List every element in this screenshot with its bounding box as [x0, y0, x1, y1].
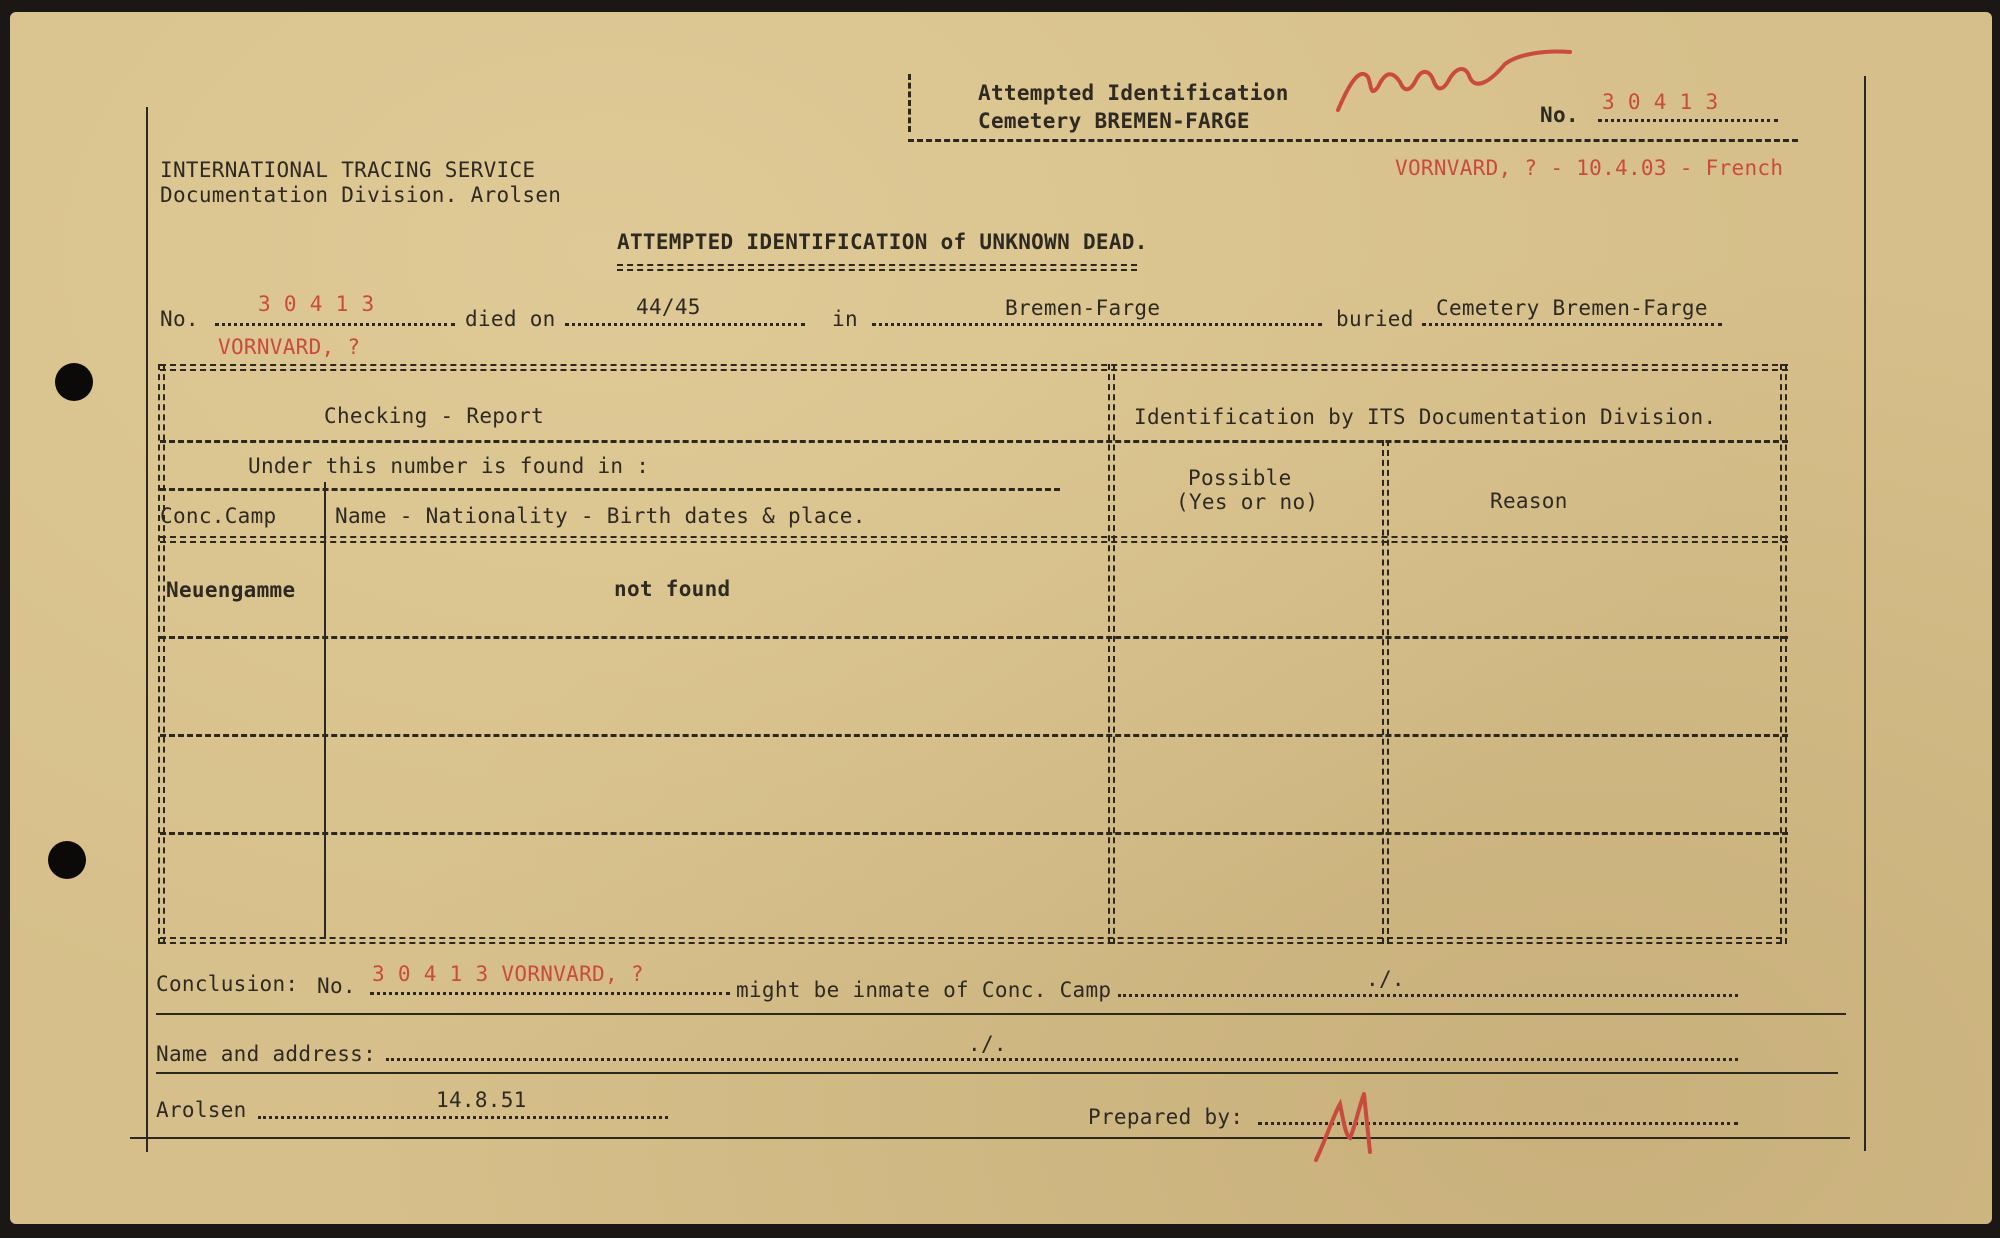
- buried-value: Cemetery Bremen-Farge: [1436, 296, 1708, 320]
- table-left-border: [158, 364, 165, 944]
- conclusion-underline: [156, 1013, 1846, 1015]
- buried-dots: [1422, 323, 1722, 326]
- name-address-underline: [156, 1072, 1838, 1074]
- table-row-separator-3: [160, 832, 1788, 835]
- conclusion-no-value: 3 0 4 1 3 VORNVARD, ?: [372, 962, 644, 986]
- ident-box-left-line: [908, 74, 911, 132]
- table-divider-camp: [324, 482, 326, 939]
- conclusion-camp-dots: [1118, 994, 1738, 997]
- frame-right-line: [1864, 76, 1866, 1151]
- table-divider-main: [1108, 364, 1115, 944]
- record-no-value: 3 0 4 1 3: [258, 292, 375, 316]
- frame-bottom-line: [130, 1137, 1850, 1139]
- died-label: died on: [465, 307, 556, 331]
- document-title: ATTEMPTED IDENTIFICATION of UNKNOWN DEAD.: [617, 230, 1148, 254]
- died-dots: [565, 323, 805, 326]
- punch-hole-top: [55, 363, 93, 401]
- attempted-identification-label: Attempted Identification: [978, 81, 1289, 105]
- identification-header: Identification by ITS Documentation Division.: [1134, 405, 1717, 429]
- table-columns-separator: [160, 536, 1788, 543]
- column-reason-header: Reason: [1490, 489, 1568, 513]
- header-no-value: 3 0 4 1 3: [1602, 90, 1719, 114]
- its-name: INTERNATIONAL TRACING SERVICE: [160, 158, 536, 182]
- table-divider-possible: [1382, 440, 1389, 944]
- table-row-separator-2: [160, 734, 1788, 737]
- conclusion-camp-value: ./.: [1366, 967, 1405, 991]
- table-header-separator: [160, 440, 1788, 443]
- its-division: Documentation Division. Arolsen: [160, 183, 562, 207]
- column-camp-header: Conc.Camp: [160, 504, 277, 528]
- table-row-separator-1: [160, 636, 1788, 639]
- title-underline: [617, 264, 1137, 271]
- conclusion-label: Conclusion:: [156, 972, 299, 996]
- found-in-label: Under this number is found in :: [248, 454, 650, 478]
- date-value: 14.8.51: [436, 1088, 527, 1112]
- table-row-camp: Neuengamme: [166, 578, 296, 602]
- name-address-label: Name and address:: [156, 1042, 377, 1066]
- record-no-label: No.: [160, 307, 199, 331]
- table-found-in-separator: [160, 488, 1060, 491]
- table-row-name: not found: [614, 577, 731, 601]
- name-address-value: ./.: [968, 1032, 1007, 1056]
- header-no-dots: [1598, 119, 1778, 122]
- in-value: Bremen-Farge: [1005, 296, 1161, 320]
- died-value: 44/45: [636, 295, 701, 319]
- frame-left-line: [146, 107, 148, 1152]
- cemetery-label: Cemetery BREMEN-FARGE: [978, 109, 1250, 133]
- in-label: in: [832, 307, 858, 331]
- in-dots: [872, 323, 1322, 326]
- table-bottom-border: [160, 937, 1782, 944]
- checking-report-header: Checking - Report: [324, 404, 545, 428]
- punch-hole-bottom: [48, 841, 86, 879]
- conclusion-inmate-text: might be inmate of Conc. Camp: [736, 978, 1112, 1002]
- handwritten-signature: [1310, 1074, 1400, 1164]
- buried-label: buried: [1336, 307, 1414, 331]
- header-no-label: No.: [1540, 103, 1579, 127]
- column-possible-header-2: (Yes or no): [1176, 490, 1319, 514]
- table-right-border: [1780, 364, 1787, 944]
- side-note: VORNVARD, ? - 10.4.03 - French: [1395, 156, 1784, 180]
- table-top-border: [160, 364, 1788, 371]
- conclusion-no-label: No.: [317, 974, 356, 998]
- record-no-dots: [215, 323, 455, 326]
- name-address-dots: [386, 1058, 1738, 1061]
- record-name-note: VORNVARD, ?: [218, 335, 361, 359]
- ident-box-bottom-line: [908, 139, 1798, 142]
- date-dots: [258, 1116, 668, 1119]
- document-card: [10, 12, 1992, 1224]
- place-label: Arolsen: [156, 1098, 247, 1122]
- column-possible-header-1: Possible: [1188, 466, 1292, 490]
- column-name-header: Name - Nationality - Birth dates & place.: [335, 504, 866, 528]
- conclusion-no-dots: [370, 992, 730, 995]
- prepared-by-label: Prepared by:: [1088, 1105, 1244, 1129]
